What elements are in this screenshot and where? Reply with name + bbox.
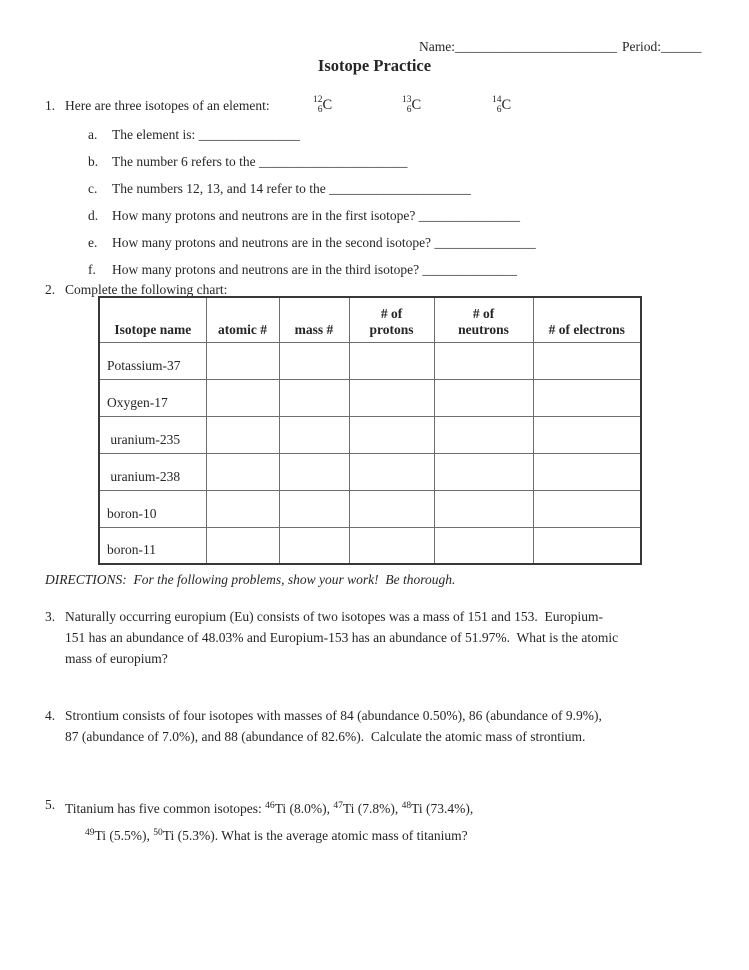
subitem-f-text: How many protons and neutrons are in the third isotope? bbox=[112, 262, 423, 277]
blank-cell bbox=[349, 527, 434, 564]
name-blank: ________________________ bbox=[455, 39, 617, 54]
name-period-line bbox=[419, 39, 702, 55]
header-mass-number: mass # bbox=[279, 297, 349, 342]
header-num-protons: # of protons bbox=[349, 297, 434, 342]
blank-cell bbox=[279, 490, 349, 527]
subitem-f-letter: f. bbox=[88, 262, 96, 277]
period-blank: ______ bbox=[661, 39, 702, 54]
row-label: Oxygen-17 bbox=[99, 379, 206, 416]
element-symbol: C bbox=[411, 97, 422, 113]
blank-cell bbox=[434, 416, 533, 453]
blank-cell bbox=[349, 342, 434, 379]
blank-cell bbox=[279, 416, 349, 453]
question-4 bbox=[45, 705, 602, 747]
subitem-a bbox=[88, 126, 536, 143]
question-4-line-2: 87 (abundance of 7.0%), and 88 (abundance of 82.6%). Calculate the atomic mass of strontium. bbox=[65, 729, 586, 744]
blank-cell bbox=[434, 527, 533, 564]
blank-cell bbox=[349, 490, 434, 527]
blank-cell bbox=[206, 527, 279, 564]
isotope-notation-carbon-13 bbox=[402, 95, 421, 115]
blank-cell bbox=[279, 453, 349, 490]
mass-number: 12 bbox=[313, 95, 323, 105]
blank-cell bbox=[206, 342, 279, 379]
blank-cell bbox=[279, 379, 349, 416]
subitem-a-blank: _______________ bbox=[198, 127, 300, 142]
subitem-b-blank: ______________________ bbox=[258, 154, 408, 169]
question-3-number: 3. bbox=[45, 609, 56, 624]
question-4-line-1: Strontium consists of four isotopes with masses of 84 (abundance 0.50%), 86 (abundance of 9.9%), bbox=[65, 708, 602, 723]
question-5-line-2 bbox=[65, 821, 473, 848]
row-label: uranium-238 bbox=[99, 453, 206, 490]
blank-cell bbox=[533, 453, 641, 490]
question-3 bbox=[45, 606, 618, 669]
question-1 bbox=[45, 95, 270, 116]
blank-cell bbox=[434, 490, 533, 527]
element-symbol: C bbox=[501, 97, 512, 113]
blank-cell bbox=[206, 490, 279, 527]
question-5 bbox=[45, 794, 473, 848]
question-5-text: Ti (73.4%), bbox=[411, 801, 474, 816]
subitem-f bbox=[88, 261, 536, 278]
blank-cell bbox=[279, 342, 349, 379]
mass-superscript: 48 bbox=[401, 801, 412, 811]
blank-cell bbox=[533, 527, 641, 564]
table-row-potassium-37 bbox=[99, 342, 641, 379]
element-symbol: C bbox=[322, 97, 333, 113]
blank-cell bbox=[533, 379, 641, 416]
mass-superscript: 50 bbox=[153, 828, 163, 838]
subitem-b bbox=[88, 153, 536, 170]
row-label: boron-11 bbox=[99, 527, 206, 564]
atomic-number: 6 bbox=[496, 105, 502, 115]
question-5-number: 5. bbox=[45, 797, 56, 812]
header-isotope-name: Isotope name bbox=[99, 297, 206, 342]
row-label: Potassium-37 bbox=[99, 342, 206, 379]
question-5-text: Titanium has five common isotopes: bbox=[65, 801, 266, 816]
subitem-a-text: The element is: bbox=[112, 127, 199, 142]
question-5-line-1 bbox=[65, 794, 473, 821]
subitem-c-text: The numbers 12, 13, and 14 refer to the bbox=[112, 181, 330, 196]
question-3-line-3: mass of europium? bbox=[65, 651, 168, 666]
header-num-electrons: # of electrons bbox=[533, 297, 641, 342]
question-5-text: Ti (7.8%), bbox=[342, 801, 402, 816]
row-label: boron-10 bbox=[99, 490, 206, 527]
isotope-notation-carbon-12 bbox=[313, 95, 332, 115]
subitem-b-letter: b. bbox=[88, 154, 99, 169]
question-5-text: Ti (8.0%), bbox=[274, 801, 334, 816]
atomic-number: 6 bbox=[406, 105, 412, 115]
subitem-d bbox=[88, 207, 536, 224]
question-5-text: Ti (5.5%), bbox=[94, 828, 154, 843]
mass-number: 14 bbox=[492, 95, 502, 105]
table-row-uranium-235 bbox=[99, 416, 641, 453]
header-atomic-number: atomic # bbox=[206, 297, 279, 342]
question-1-subitems bbox=[88, 126, 536, 288]
subitem-f-blank: ______________ bbox=[422, 262, 517, 277]
blank-cell bbox=[533, 490, 641, 527]
table-row-boron-11 bbox=[99, 527, 641, 564]
subitem-d-blank: _______________ bbox=[418, 208, 520, 223]
blank-cell bbox=[434, 342, 533, 379]
isotope-chart-table bbox=[98, 296, 642, 565]
subitem-e bbox=[88, 234, 536, 251]
subitem-b-text: The number 6 refers to the bbox=[112, 154, 259, 169]
subitem-c bbox=[88, 180, 536, 197]
question-2-prompt: Complete the following chart: bbox=[65, 282, 228, 297]
blank-cell bbox=[434, 453, 533, 490]
blank-cell bbox=[533, 416, 641, 453]
name-label: Name: bbox=[419, 39, 455, 54]
question-3-line-1: Naturally occurring europium (Eu) consists of two isotopes was a mass of 151 and 153. Europium- bbox=[65, 609, 604, 624]
blank-cell bbox=[349, 379, 434, 416]
blank-cell bbox=[349, 453, 434, 490]
blank-cell bbox=[434, 379, 533, 416]
period-label: Period: bbox=[622, 39, 661, 54]
question-5-text: Ti (5.3%). What is the average atomic mass of titanium? bbox=[162, 828, 468, 843]
blank-cell bbox=[279, 527, 349, 564]
blank-cell bbox=[206, 453, 279, 490]
table-header-row bbox=[99, 297, 641, 342]
subitem-c-letter: c. bbox=[88, 181, 98, 196]
mass-superscript: 49 bbox=[85, 828, 95, 838]
blank-cell bbox=[349, 416, 434, 453]
mass-superscript: 47 bbox=[333, 801, 343, 811]
table-row-oxygen-17 bbox=[99, 379, 641, 416]
mass-number: 13 bbox=[402, 95, 412, 105]
directions-line: DIRECTIONS: For the following problems, show your work! Be thorough. bbox=[45, 572, 456, 587]
subitem-e-letter: e. bbox=[88, 235, 98, 250]
subitem-d-text: How many protons and neutrons are in the first isotope? bbox=[112, 208, 419, 223]
subitem-d-letter: d. bbox=[88, 208, 99, 223]
question-4-number: 4. bbox=[45, 708, 56, 723]
subitem-c-blank: _____________________ bbox=[329, 181, 471, 196]
mass-superscript: 46 bbox=[265, 801, 275, 811]
question-2-number: 2. bbox=[45, 282, 56, 297]
header-num-neutrons: # of neutrons bbox=[434, 297, 533, 342]
question-1-prompt: Here are three isotopes of an element: bbox=[65, 98, 270, 113]
blank-cell bbox=[206, 379, 279, 416]
row-label: uranium-235 bbox=[99, 416, 206, 453]
atomic-number: 6 bbox=[317, 105, 323, 115]
subitem-e-text: How many protons and neutrons are in the second isotope? bbox=[112, 235, 435, 250]
blank-cell bbox=[206, 416, 279, 453]
subitem-e-blank: _______________ bbox=[434, 235, 536, 250]
page-title: Isotope Practice bbox=[317, 56, 432, 75]
table-row-uranium-238 bbox=[99, 453, 641, 490]
question-1-number: 1. bbox=[45, 98, 56, 113]
blank-cell bbox=[533, 342, 641, 379]
subitem-a-letter: a. bbox=[88, 127, 98, 142]
isotope-notation-carbon-14 bbox=[492, 95, 511, 115]
question-3-line-2: 151 has an abundance of 48.03% and Europium-153 has an abundance of 51.97%. What is the atomic bbox=[65, 630, 619, 645]
table-row-boron-10 bbox=[99, 490, 641, 527]
